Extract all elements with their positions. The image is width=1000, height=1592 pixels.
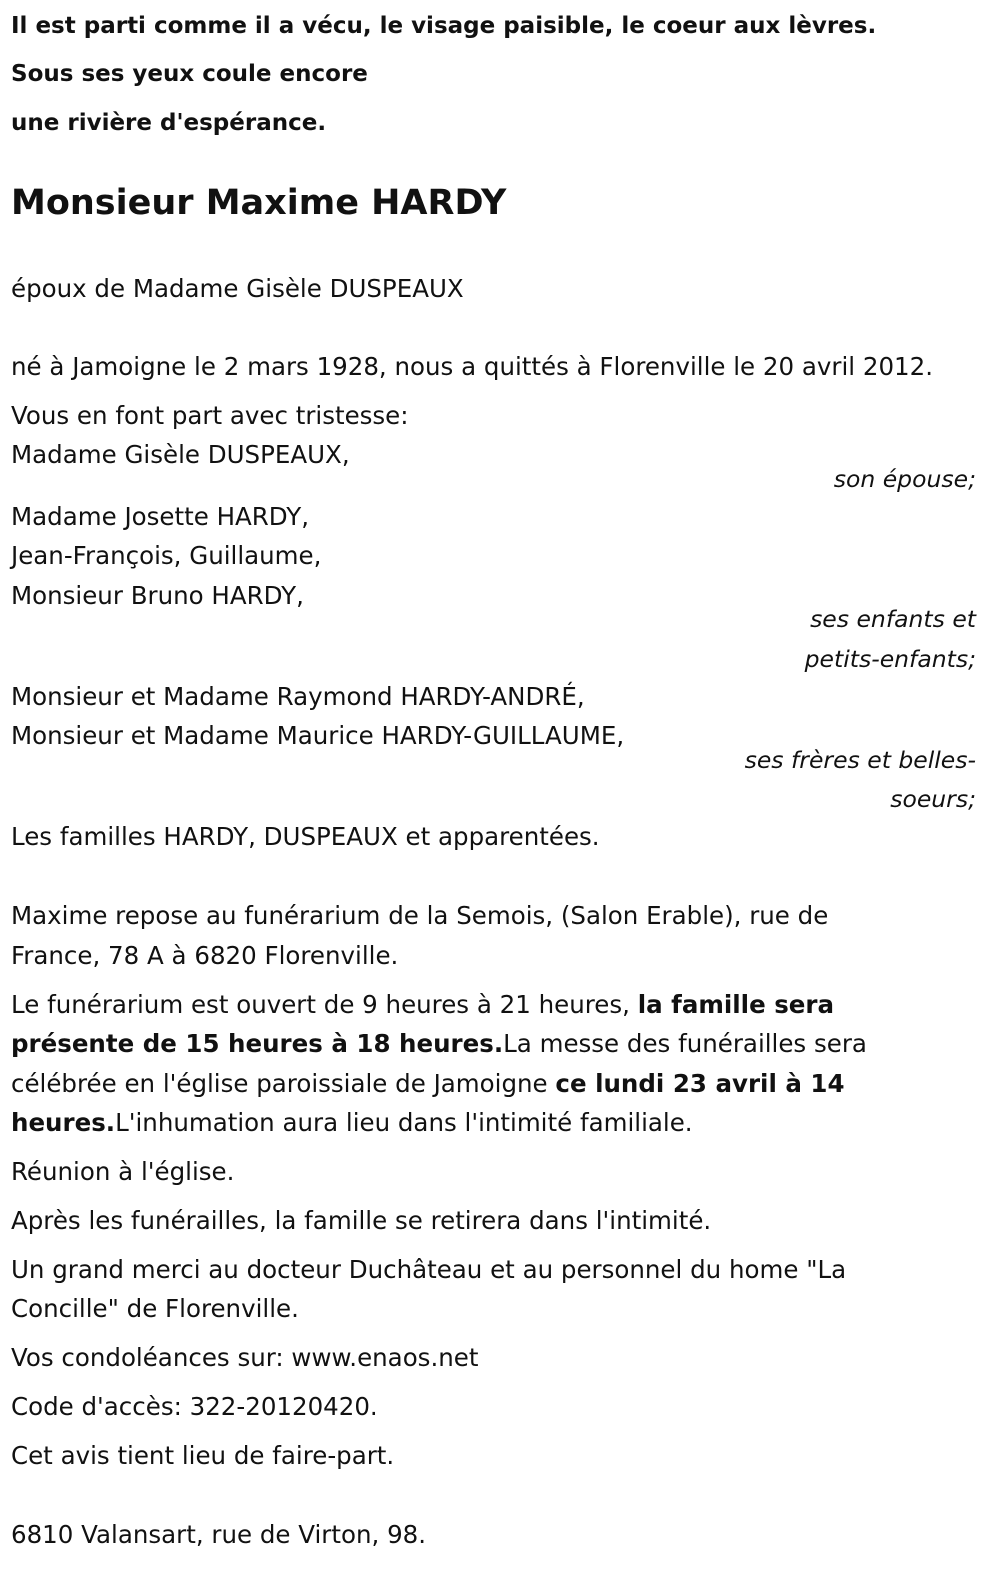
reunion-line: Réunion à l'église.	[11, 1157, 235, 1186]
birth-death-line: né à Jamoigne le 2 mars 1928, nous a quittés à Florenville le 20 avril 2012.	[11, 352, 933, 381]
rest-line-1: Maxime repose au funérarium de la Semois, (Salon Erable), rue de	[11, 901, 829, 930]
child-line-1: Madame Josette HARDY,	[11, 502, 310, 531]
schedule-line-4	[11, 1108, 693, 1138]
children-role-line-1: ses enfants et	[810, 605, 976, 633]
schedule-emphasis: ce lundi 23 avril à 14	[555, 1069, 845, 1098]
siblings-role-line-2: soeurs;	[890, 785, 976, 813]
schedule-line-2	[11, 1029, 867, 1059]
thanks-line-1: Un grand merci au docteur Duchâteau et au personnel du home "La	[11, 1255, 847, 1284]
schedule-emphasis: la famille sera	[637, 990, 835, 1019]
thanks-line-2: Concille" de Florenville.	[11, 1294, 299, 1323]
announcers-intro: Vous en font part avec tristesse:	[11, 401, 409, 430]
address-line: 6810 Valansart, rue de Virton, 98.	[11, 1520, 427, 1549]
schedule-text: Le funérarium est ouvert de 9 heures à 21 heures,	[11, 990, 638, 1019]
schedule-text: La messe des funérailles sera	[503, 1029, 867, 1058]
poem-line-1: Il est parti comme il a vécu, le visage paisible, le coeur aux lèvres.	[11, 13, 877, 39]
schedule-line-1	[11, 990, 834, 1020]
poem-line-3: une rivière d'espérance.	[11, 110, 327, 136]
condolences-line: Vos condoléances sur: www.enaos.net	[11, 1343, 479, 1372]
access-code-line: Code d'accès: 322-20120420.	[11, 1392, 378, 1421]
schedule-text: célébrée en l'église paroissiale de Jamoigne	[11, 1069, 556, 1098]
schedule-emphasis: présente de 15 heures à 18 heures.	[11, 1029, 504, 1058]
spouse-role: son épouse;	[833, 465, 976, 493]
child-line-2: Jean-François, Guillaume,	[11, 541, 322, 570]
poem-line-2: Sous ses yeux coule encore	[11, 61, 368, 87]
child-line-3: Monsieur Bruno HARDY,	[11, 581, 304, 610]
schedule-text: L'inhumation aura lieu dans l'intimité familiale.	[115, 1108, 693, 1137]
children-role-line-2: petits-enfants;	[804, 645, 976, 673]
rest-line-2: France, 78 A à 6820 Florenville.	[11, 941, 399, 970]
schedule-line-3	[11, 1069, 845, 1099]
sibling-line-2: Monsieur et Madame Maurice HARDY-GUILLAUME,	[11, 721, 625, 750]
schedule-emphasis: heures.	[11, 1108, 116, 1137]
notice-line: Cet avis tient lieu de faire-part.	[11, 1441, 395, 1470]
siblings-role-line-1: ses frères et belles-	[744, 746, 976, 774]
sibling-line-1: Monsieur et Madame Raymond HARDY-ANDRÉ,	[11, 682, 585, 711]
deceased-name-title: Monsieur Maxime HARDY	[11, 183, 507, 223]
families-line: Les familles HARDY, DUSPEAUX et apparentées.	[11, 822, 600, 851]
after-funeral-line: Après les funérailles, la famille se retirera dans l'intimité.	[11, 1206, 712, 1235]
spouse-line: époux de Madame Gisèle DUSPEAUX	[11, 274, 464, 303]
spouse-name: Madame Gisèle DUSPEAUX,	[11, 440, 350, 469]
